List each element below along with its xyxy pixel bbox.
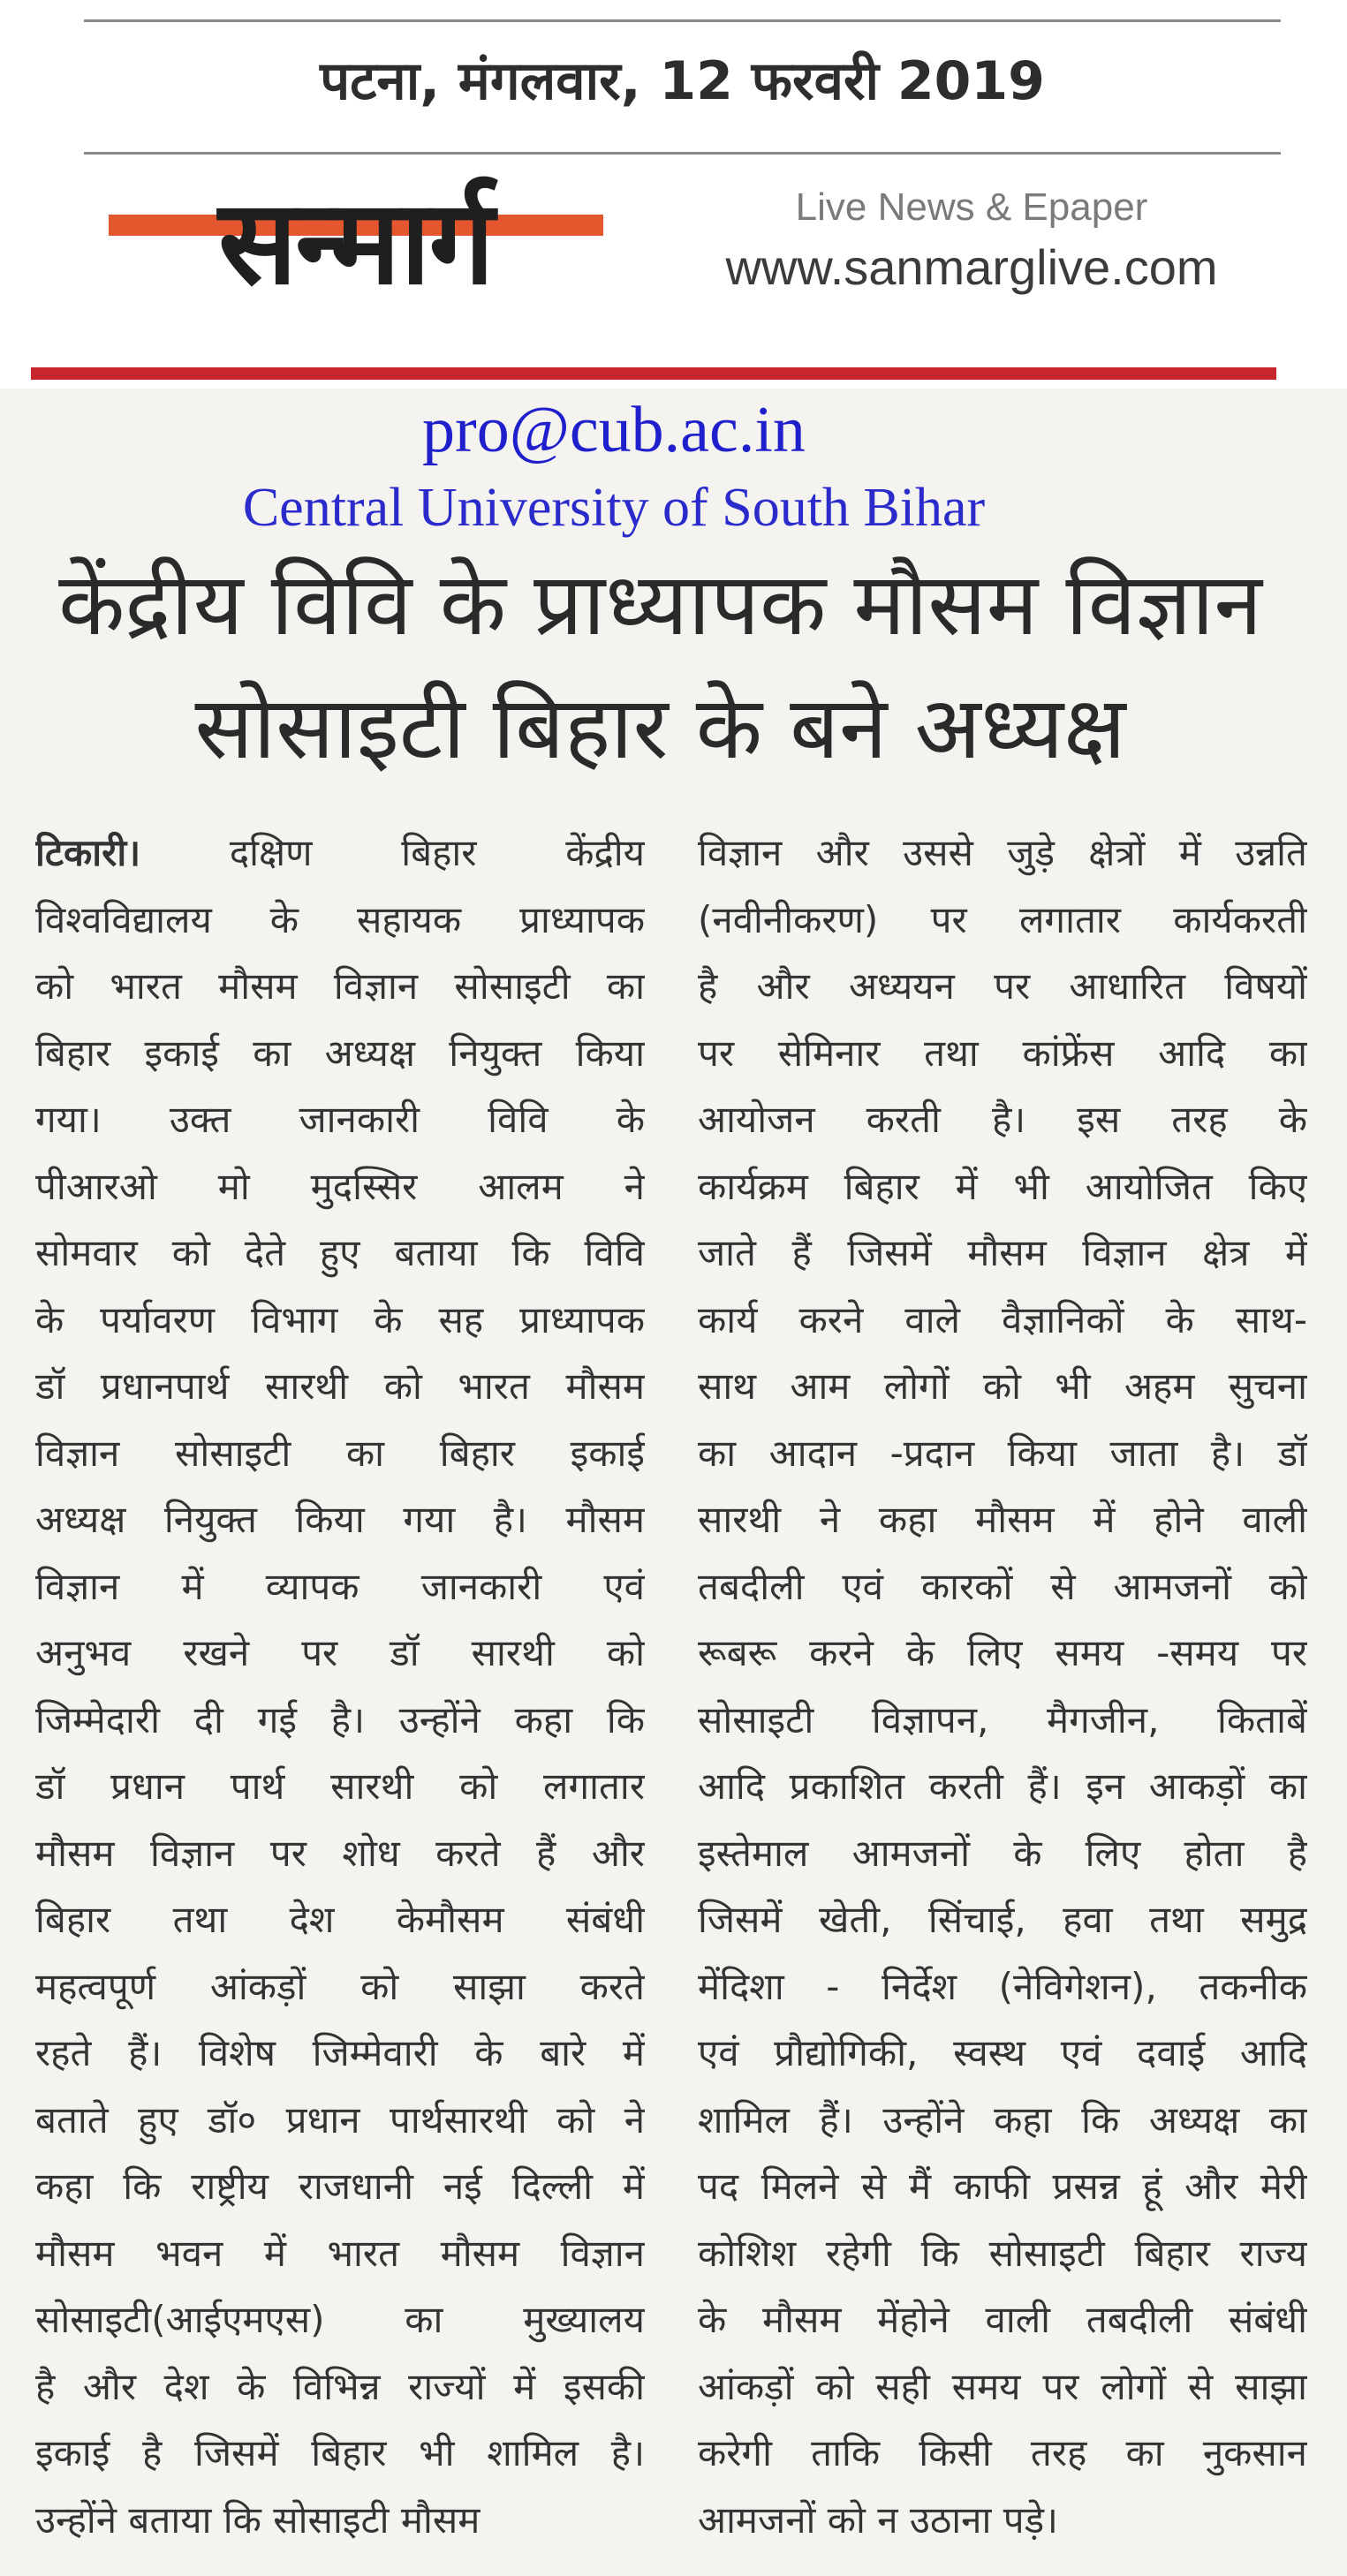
- article-line: है और देश के विभिन्न राज्यों में इसकी: [35, 2364, 645, 2408]
- article-line: है और अध्ययन पर आधारित विषयों: [698, 964, 1307, 1008]
- article-line: मेंदिशा - निर्देश (नेविगेशन), तकनीक: [698, 1964, 1307, 2008]
- article-line: उन्होंने बताया कि सोसाइटी मौसम: [35, 2497, 481, 2542]
- article-line: कार्यक्रम बिहार में भी आयोजित किए: [698, 1164, 1307, 1208]
- article-line: (नवीनीकरण) पर लगातार कार्यकरती: [698, 897, 1307, 941]
- masthead-divider: [31, 367, 1276, 380]
- top-rule: [84, 19, 1281, 22]
- article-line: बिहार तथा देश केमौसम संबंधी: [35, 1898, 645, 1941]
- article-line: डॉ प्रधानपार्थ सारथी को भारत मौसम: [35, 1364, 645, 1408]
- article-line: विज्ञान में व्यापक जानकारी एवं: [35, 1564, 645, 1608]
- article-line: शामिल हैं। उन्होंने कहा कि अध्यक्ष का: [698, 2097, 1307, 2142]
- article-line: जिम्मेदारी दी गई है। उन्होंने कहा कि: [35, 1697, 645, 1741]
- article-line: साथ आम लोगों को भी अहम सुचना: [698, 1364, 1307, 1408]
- university-name: Central University of South Bihar: [242, 478, 986, 538]
- article-line: आमजनों को न उठाना पड़े।: [698, 2497, 1058, 2542]
- article-line: इकाई है जिसमें बिहार भी शामिल है।: [35, 2431, 645, 2474]
- article-line: का आदान -प्रदान किया जाता है। डॉ: [698, 1431, 1307, 1475]
- dateline-rule: [84, 152, 1281, 155]
- tagline: Live News & Epaper: [795, 185, 1148, 229]
- headline-line-2: सोसाइटी बिहार के बने अध्यक्ष: [194, 678, 1126, 779]
- article-line: अनुभव रखने पर डॉ सारथी को: [35, 1631, 645, 1674]
- article-line: मौसम भवन में भारत मौसम विज्ञान: [35, 2231, 645, 2275]
- article-line: करेगी ताकि किसी तरह का नुकसान: [698, 2431, 1307, 2474]
- newspaper-logo: [102, 175, 609, 311]
- article-line: डॉ प्रधान पार्थ सारथी को लगातार: [35, 1764, 645, 1808]
- article-line: आयोजन करती है। इस तरह के: [698, 1098, 1307, 1141]
- contact-email: pro@cub.ac.in: [422, 394, 806, 466]
- article-headline: [31, 543, 1290, 790]
- article-line: के पर्यावरण विभाग के सह प्राध्यापक: [35, 1297, 645, 1341]
- article-line: रहते हैं। विशेष जिम्मेवारी के बारे में: [35, 2031, 645, 2074]
- article-line: पर सेमिनार तथा कांफ्रेंस आदि का: [698, 1031, 1307, 1075]
- article-line: पद मिलने से मैं काफी प्रसन्न हूं और मेरी: [698, 2164, 1307, 2208]
- article-line: कोशिश रहेगी कि सोसाइटी बिहार राज्य: [698, 2231, 1307, 2275]
- headline-line-1: केंद्रीय विवि के प्राध्यापक मौसम विज्ञान: [58, 555, 1262, 655]
- dateline: पटना, मंगलवार, 12 फरवरी 2019: [320, 50, 1045, 112]
- logo-text: सन्मार्ग: [218, 175, 493, 311]
- article-line: सोसाइटी विज्ञापन, मैगजीन, किताबें: [698, 1697, 1307, 1741]
- article-line: विज्ञान और उससे जुड़े क्षेत्रों में उन्नति: [698, 831, 1307, 874]
- article-line: एवं प्रौद्योगिकी, स्वस्थ एवं दवाई आदि: [698, 2031, 1307, 2074]
- article-dateline-place: टिकारी।: [35, 831, 141, 874]
- website-url: www.sanmarglive.com: [725, 239, 1218, 295]
- article-line: कहा कि राष्ट्रीय राजधानी नई दिल्ली में: [35, 2164, 645, 2208]
- article-line: रूबरू करने के लिए समय -समय पर: [698, 1631, 1307, 1674]
- article-line: पीआरओ मो मुदस्सिर आलम ने: [35, 1164, 645, 1208]
- article-line: जाते हैं जिसमें मौसम विज्ञान क्षेत्र में: [698, 1231, 1307, 1274]
- article-line: आदि प्रकाशित करती हैं। इन आकड़ों का: [698, 1764, 1307, 1808]
- article-line: बताते हुए डॉ० प्रधान पार्थसारथी को ने: [35, 2097, 645, 2142]
- article-line: मौसम विज्ञान पर शोध करते हैं और: [35, 1831, 645, 1875]
- article-line: बिहार इकाई का अध्यक्ष नियुक्त किया: [35, 1031, 645, 1075]
- article-line: के मौसम मेंहोने वाली तबदीली संबंधी: [698, 2298, 1307, 2341]
- masthead: [0, 0, 1347, 389]
- article-column-left: [35, 820, 645, 2553]
- article-line: महत्वपूर्ण आंकड़ों को साझा करते: [35, 1964, 645, 2008]
- article-line: सोमवार को देते हुए बताया कि विवि: [35, 1231, 645, 1274]
- article-line: विश्वविद्यालय के सहायक प्राध्यापक: [35, 897, 645, 941]
- article-line: सोसाइटी(आईएमएस) का मुख्यालय: [35, 2298, 645, 2341]
- article-line: सारथी ने कहा मौसम में होने वाली: [698, 1498, 1307, 1541]
- article-line: कार्य करने वाले वैज्ञानिकों के साथ-: [698, 1297, 1307, 1341]
- article-line: आंकड़ों को सही समय पर लोगों से साझा: [698, 2364, 1307, 2408]
- article-line: विज्ञान सोसाइटी का बिहार इकाई: [35, 1431, 645, 1475]
- article-line: [35, 820, 645, 887]
- article-line: को भारत मौसम विज्ञान सोसाइटी का: [35, 964, 645, 1008]
- article-line: अध्यक्ष नियुक्त किया गया है। मौसम: [35, 1498, 645, 1541]
- article-line: गया। उक्त जानकारी विवि के: [35, 1098, 645, 1141]
- article-line: तबदीली एवं कारकों से आमजनों को: [698, 1564, 1307, 1608]
- article-line-text: दक्षिण बिहार केंद्रीय: [140, 831, 645, 874]
- article-line: इस्तेमाल आमजनों के लिए होता है: [698, 1831, 1307, 1875]
- article-line: जिसमें खेती, सिंचाई, हवा तथा समुद्र: [698, 1898, 1307, 1941]
- article-column-right: [698, 820, 1307, 2553]
